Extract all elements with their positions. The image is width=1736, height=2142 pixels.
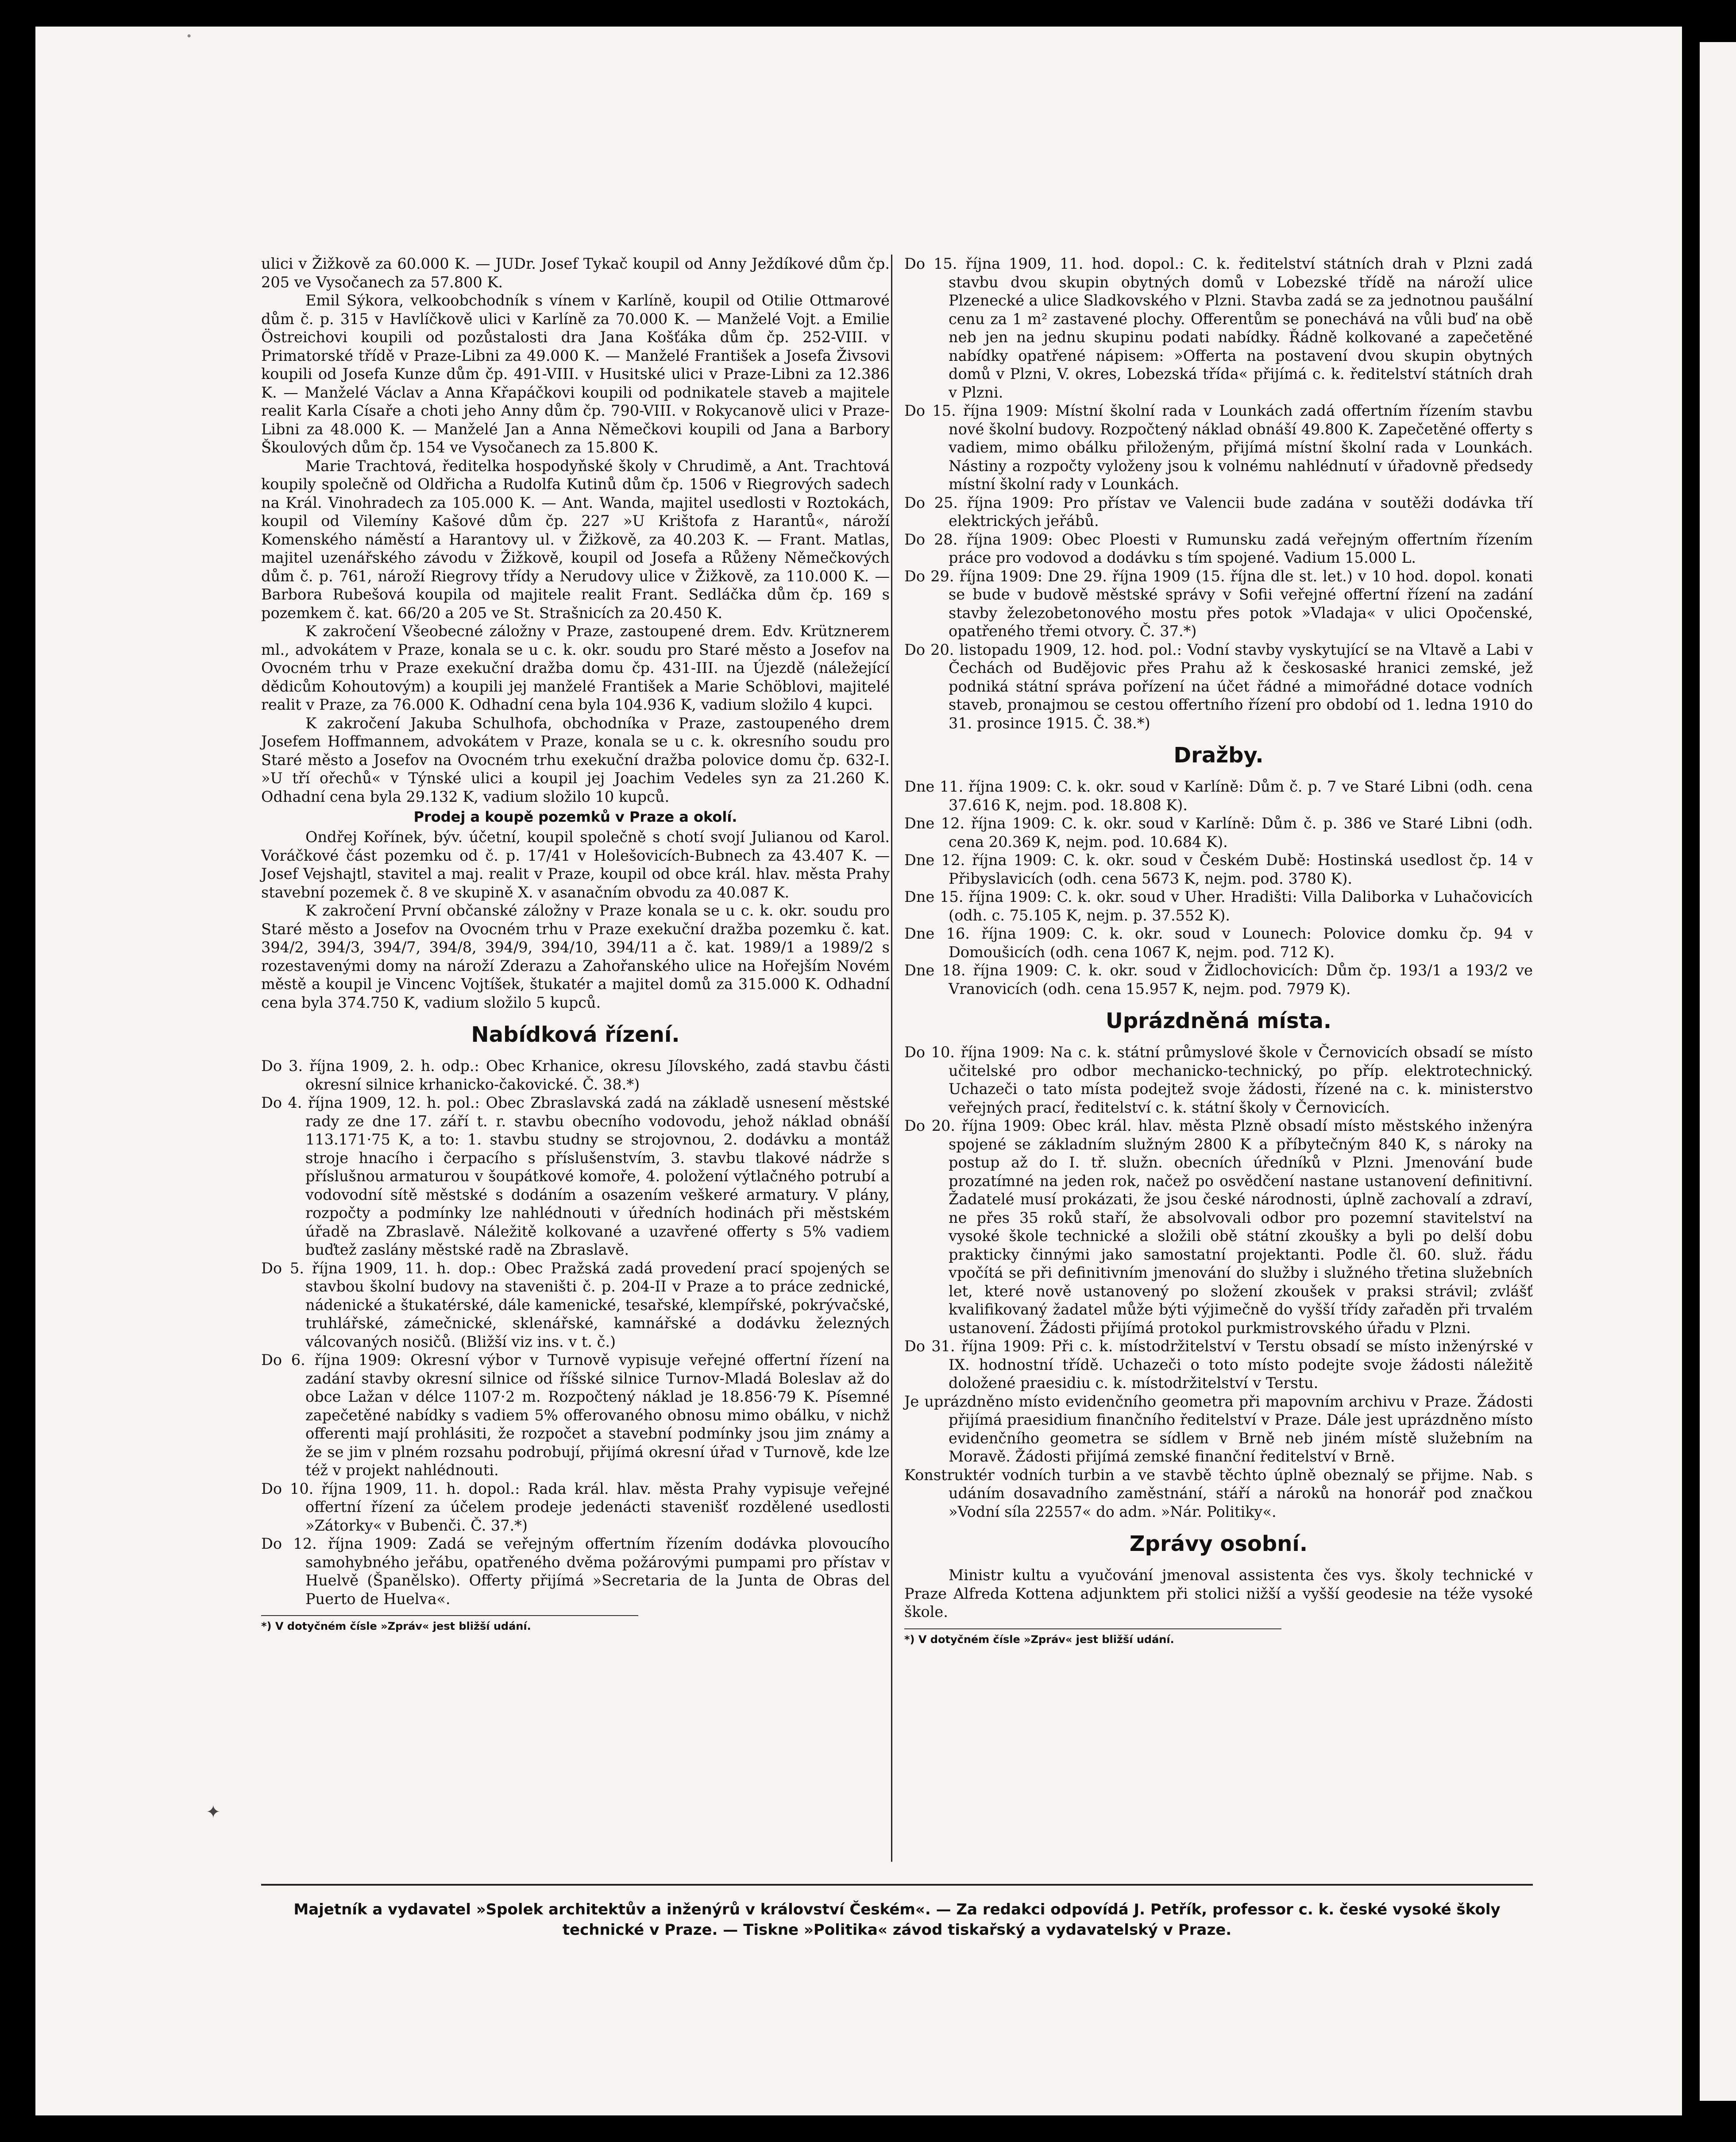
tender-entry: Do 29. října 1909: Dne 29. října 1909 (15. října dle st. let.) v 10 hod. dopol. konati se bude v budově městské správy v Sofii veřejné offertní řízení na zadání stavby železobetonového mostu přes potok »Vladaja« v ulici Opočenské, opatřeného třemi otvory. Č. 37.*) bbox=[904, 567, 1533, 640]
adjacent-page-edge bbox=[1700, 42, 1736, 2101]
paragraph: Marie Trachtová, ředitelka hospodyňské školy v Chrudimě, a Ant. Trachtová koupily společně od Oldřicha a Rudolfa Kutinů dům čp. 1506 v Riegrových sadech na Král. Vinohradech za 105.000 K. — Ant. Wanda, majitel usedlosti v Roztokách, koupil od Vilemíny Kašové dům čp. 227 »U Krištofa z Harantů«, nároží Komenského náměstí a Harantovy ul. v Žižkově, za 40.203 K. — Frant. Matlas, majitel uzenářského závodu v Žižkově, koupil od Josefa a Růženy Němečkových dům č. p. 761, nároží Riegrovy třídy a Nerudovy ulice v Žižkově, za 110.000 K. — Barbora Rubešová koupila od majitele realit Frant. Sedláčka dům čp. 169 s pozemkem č. kat. 66/20 a 205 ve St. Strašnicích za 20.450 K. bbox=[261, 457, 890, 622]
tender-entry: Do 3. října 1909, 2. h. odp.: Obec Krhanice, okresu Jílovského, zadá stavbu části okresní silnice krhanicko-čakovické. Č. 38.*) bbox=[261, 1057, 890, 1093]
column-divider bbox=[891, 255, 892, 1862]
auction-entry: Dne 15. října 1909: C. k. okr. soud v Uher. Hradišti: Villa Daliborka v Luhačovicích (odh. c. 75.105 K, nejm. p. 37.552 K). bbox=[904, 888, 1533, 924]
section-title-nabidkova-rizeni: Nabídková řízení. bbox=[471, 1022, 680, 1047]
footnote: *) V dotyčném čísle »Zpráv« jest bližší udání. bbox=[261, 1615, 638, 1633]
vacancy-entry: Do 20. října 1909: Obec král. hlav. města Plzně obsadí místo městského inženýra spojené se základním služným 2800 K a příbytečným 840 K, s nároky na postup až do I. tř. služn. obecních úředníků v Plzni. Jmenování bude prozatímné na jeden rok, načež po osvědčení nastane ustanovení definitivní. Žadatelé musí prokázati, že jsou české národnosti, úplně zachovalí a zdraví, ne přes 35 roků staří, že absolvovali odbor pro pozemní stavitelství na vysoké škole technické a složili obě státní zkoušky a byli po delší dobu prakticky činnými jako samostatní projektanti. Podle čl. 60. služ. řádu vpočítá se při definitivním jmenování do služby i služného třetina služebních let, které nově ustanovený po složení zkoušek v praksi strávil; zvlášť kvalifikovaný žadatel může býti výjimečně do vyšší třídy zařaděn při trvalém ustanovení. Žádosti přijímá protokol purkmistrovského úřadu v Plzni. bbox=[904, 1117, 1533, 1337]
tender-entry: Do 10. října 1909, 11. h. dopol.: Rada král. hlav. města Prahy vypisuje veřejné offertní řízení za účelem prodeje jedenácti stavenišť rozdělené usedlosti »Zátorky« v Bubenči. Č. 37.*) bbox=[261, 1480, 890, 1534]
tender-entry: Do 25. října 1909: Pro přístav ve Valencii bude zadána v soutěži dodávka tří elektrických jeřábů. bbox=[904, 494, 1533, 530]
tender-entry: Do 20. listopadu 1909, 12. hod. pol.: Vodní stavby vyskytující se na Vltavě a Labi v Čechách od Budějovic přes Prahu až k českosaské hranici zemské, jež podniká státní správa pořízení na účet řádné a mimořádné dotace vodních staveb, pronajmou se cestou offertního řízení pro období od 1. ledna 1910 do 31. prosince 1915. Č. 38.*) bbox=[904, 641, 1533, 732]
section-title-uprazdnena-mista: Uprázdněná místa. bbox=[1105, 1009, 1332, 1033]
tender-entry: Do 12. října 1909: Zadá se veřejným offertním řízením dodávka plovoucího samohybného jeřábu, opatřeného dvěma požárovými pumpami pro přístav v Huelvě (Španělsko). Offerty přijímá »Secretaria de la Junta de Obras del Puerto de Huelva«. bbox=[261, 1535, 890, 1608]
vacancy-entry: Konstruktér vodních turbin a ve stavbě těchto úplně obeznalý se přijme. Nab. s udáním dosavadního zaměstnání, stáří a nároků na honorář pod značkou »Vodní síla 22557« do adm. »Nár. Politiky«. bbox=[904, 1466, 1533, 1520]
auction-entry: Dne 16. října 1909: C. k. okr. soud v Lounech: Polovice domku čp. 94 v Domoušicích (odh. cena 1067 K, nejm. pod. 712 K). bbox=[904, 925, 1533, 961]
paragraph: K zakročení Jakuba Schulhofa, obchodníka v Praze, zastoupeného drem Josefem Hoffmannem, advokátem v Praze, konala se u c. k. okresního soudu pro Staré město a Josefov na Ovocném trhu exekuční dražba polovice domu čp. 632-I. »U tří ořechů« v Týnské ulici a koupil jej Joachim Vedeles syn za 21.260 K. Odhadní cena byla 29.132 K, vadium složilo 10 kupců. bbox=[261, 714, 890, 805]
auction-entry: Dne 12. října 1909: C. k. okr. soud v Českém Dubě: Hostinská usedlost čp. 14 v Přibyslavicích (odh. cena 5673 K, nejm. pod. 3780 K). bbox=[904, 851, 1533, 887]
paragraph: K zakročení Všeobecné záložny v Praze, zastoupené drem. Edv. Krütznerem ml., advokátem v Praze, konala se u c. k. okr. soudu pro Staré město a Josefov na Ovocném trhu v Praze exekuční dražba domu čp. 431-III. na Újezdě (náležející dědicům Kohoutovým) a koupili jej manželé František a Marie Schöblovi, majitelé realit v Praze, za 76.000 K. Odhadní cena byla 104.936 K, vadium složilo 4 kupci. bbox=[261, 622, 890, 713]
tender-entry: Do 5. října 1909, 11. h. dop.: Obec Pražská zadá provedení prací spojených se stavbou školní budovy na staveništi č. p. 204-II v Praze a to práce zednické, nádenické a štukatérské, dále kamenické, tesařské, klempířské, pokrývačské, truhlářské, zámečnické, sklenářské, kamnářské a dodávku železných válcovaných nosičů. (Bližší viz ins. v t. č.) bbox=[261, 1259, 890, 1350]
scan-mark: • bbox=[186, 30, 193, 43]
section-title-zpravy-osobni: Zprávy osobní. bbox=[1129, 1531, 1308, 1556]
right-column bbox=[904, 255, 1533, 1646]
auction-entry: Dne 12. října 1909: C. k. okr. soud v Karlíně: Dům č. p. 386 ve Staré Libni (odh. cena 20.369 K, nejm. pod. 10.684 K). bbox=[904, 815, 1533, 851]
auction-entry: Dne 18. října 1909: C. k. okr. soud v Židlochovicích: Dům čp. 193/1 a 193/2 ve Vranovicích (odh. cena 15.957 K, nejm. pod. 7979 K). bbox=[904, 962, 1533, 998]
imprint-rule bbox=[261, 1884, 1533, 1886]
paragraph: Ondřej Kořínek, býv. účetní, koupil společně s chotí svojí Julianou od Karol. Voráčkové část pozemku od č. p. 17/41 v Holešovicích-Bubnech za 43.407 K. — Josef Vejshajtl, stavitel a maj. realit v Praze, koupil od obce král. hlav. města Prahy stavební pozemek č. 8 ve skupině X. v asanačním obvodu za 40.087 K. bbox=[261, 828, 890, 901]
tender-entry: Do 28. října 1909: Obec Ploesti v Rumunsku zadá veřejným offertním řízením práce pro vodovod a dodávku s tím spojené. Vadium 15.000 L. bbox=[904, 530, 1533, 566]
paragraph: Ministr kultu a vyučování jmenoval assistenta čes vys. školy technické v Praze Alfreda Kottena adjunktem při stolici nižší a vyšší geodesie na téže vysoké škole. bbox=[904, 1566, 1533, 1620]
tender-entry: Do 15. října 1909, 11. hod. dopol.: C. k. ředitelství státních drah v Plzni zadá stavbu dvou skupin obytných domů v Lobezské třídě na nároží ulice Plzenecké a ulice Sladkovského v Plzni. Stavba zadá se za jednotnou paušální cenu za 1 m² zastavené plochy. Offerentům se ponechává na vůli buď na obě neb jen na jednu skupinu podati nabídky. Řádně kolkované a zapečetěné nabídky opatřené nápisem: »Offerta na postavení dvou skupin obytných domů v Plzni, V. okres, Lobezská třída« přijímá c. k. ředitelství státních drah v Plzni. bbox=[904, 255, 1533, 401]
paragraph: K zakročení První občanské záložny v Praze konala se u c. k. okr. soudu pro Staré město a Josefov na Ovocném trhu v Praze exekuční dražba pozemku č. kat. 394/2, 394/3, 394/7, 394/8, 394/9, 394/10, 394/11 a č. kat. 1989/1 a 1989/2 s rozestavenými domy na nároží Zderazu a Zahořanského ulice na Hořejším Novém městě a koupil je Vincenc Vojtíšek, štukatér a majitel domů za 315.000 K. Odhadní cena byla 374.750 K, vadium složilo 5 kupců. bbox=[261, 902, 890, 1011]
left-column bbox=[261, 255, 890, 1633]
paragraph: ulici v Žižkově za 60.000 K. — JUDr. Josef Tykač koupil od Anny Ježdíkové dům čp. 205 ve Vysočanech za 57.800 K. bbox=[261, 255, 890, 291]
vacancy-entry: Je uprázdněno místo evidenčního geometra při mapovním archivu v Praze. Žádosti přijímá praesidium finančního ředitelství v Praze. Dále jest uprázdněno místo evidenčního geometra se sídlem v Brně neb jiném místě služebním na Moravě. Žádosti přijímá zemské finanční ředitelství v Brně. bbox=[904, 1392, 1533, 1465]
subheading: Prodej a koupě pozemků v Praze a okolí. bbox=[413, 808, 737, 825]
section-title-drazby: Dražby. bbox=[1173, 743, 1264, 768]
auction-entry: Dne 11. října 1909: C. k. okr. soud v Karlíně: Dům č. p. 7 ve Staré Libni (odh. cena 37.616 K, nejm. pod. 18.808 K). bbox=[904, 778, 1533, 814]
tender-entry: Do 4. října 1909, 12. h. pol.: Obec Zbraslavská zadá na základě usnesení městské rady ze dne 17. září t. r. stavbu obecního vodovodu, jehož náklad obnáší 113.171·75 K, a to: 1. stavbu studny se strojovnou, 2. dodávku a montáž stroje hnacího i čerpacího s příslušenstvím, 3. stavbu tlakové nádrže s příslušnou armaturou v šoupátkové komoře, 4. položení výtlačného potrubí a vodovodní sítě městské s dodáním a osazením veškeré armatury. V plány, rozpočty a podmínky lze nahlédnouti v úředních hodinách při městském úřadě na Zbraslavě. Náležitě kolkované a uzavřené offerty s 5% vadiem buďtež zaslány městské radě na Zbraslavě. bbox=[261, 1094, 890, 1258]
vacancy-entry: Do 10. října 1909: Na c. k. státní průmyslové škole v Černovicích obsadí se místo učitelské pro odbor mechanicko-technický, po příp. elektrotechnický. Uchazeči o tato místa podejtež svoje žádosti, řízené na c. k. ministerstvo veřejných prací, ředitelství c. k. státní školy v Černovicích. bbox=[904, 1044, 1533, 1116]
paragraph: Emil Sýkora, velkoobchodník s vínem v Karlíně, koupil od Otilie Ottmarové dům č. p. 315 v Havlíčkově ulici v Karlíně za 70.000 K. — Manželé Vojt. a Emilie Östreichovi koupili od pozůstalosti dra Jana Košťáka dům čp. 252-VIII. v Primatorské třídě v Praze-Libni za 49.000 K. — Manželé František a Josefa Živsovi koupili od Josefa Kunze dům čp. 491-VIII. v Husitské ulici v Praze-Libni za 12.386 K. — Manželé Václav a Anna Křapáčkovi koupili od podnikatele staveb a majitele realit Karla Císaře a choti jeho Anny dům čp. 790-VIII. v Rokycanově ulici v Praze-Libni za 48.000 K. — Manželé Jan a Anna Němečkovi koupili od Jana a Barbory Škoulových dům čp. 154 ve Vysočanech za 15.800 K. bbox=[261, 292, 890, 456]
footnote: *) V dotyčném čísle »Zpráv« jest bližší udání. bbox=[904, 1628, 1281, 1646]
tender-entry: Do 15. října 1909: Místní školní rada v Lounkách zadá offertním řízením stavbu nové školní budovy. Rozpočtený náklad obnáší 49.800 K. Zapečetěné offerty s vadiem, mimo obálku přiloženým, přijímá místní školní rada v Lounkách. Nástiny a rozpočty vyloženy jsou k volnému nahlédnutí v úřadovně předsedy místní školní rady v Lounkách. bbox=[904, 402, 1533, 493]
imprint-line: Majetník a vydavatel »Spolek architektův a inženýrů v království Českém«. — Za redakci odpovídá J. Petřík, professor c. k. české vysoké školy bbox=[293, 1901, 1501, 1918]
scan-blot: ✦ bbox=[206, 1802, 221, 1822]
imprint bbox=[261, 1899, 1533, 1940]
imprint-line: technické v Praze. — Tiskne »Politika« závod tiskařský a vydavatelský v Praze. bbox=[562, 1921, 1232, 1939]
vacancy-entry: Do 31. října 1909: Při c. k. místodržitelství v Terstu obsadí se místo inženýrské v IX. hodnostní třídě. Uchazeči o toto místo podejte svoje žádosti náležitě doložené praesidiu c. k. místodržitelství v Terstu. bbox=[904, 1338, 1533, 1392]
tender-entry: Do 6. října 1909: Okresní výbor v Turnově vypisuje veřejné offertní řízení na zadání stavby okresní silnice od říšské silnice Turnov-Mladá Boleslav až do obce Lažan v délce 1107·2 m. Rozpočtený náklad je 18.856·79 K. Písemné zapečetěné nabídky s vadiem 5% offerovaného obnosu mimo obálku, v nichž offerenti mají prohlásiti, že rozpočet a stavební podmínky jsou jim známy a že se jim v plném rozsahu podrobují, přijímá okresní úřad v Turnově, kde lze též v projekt nahlédnouti. bbox=[261, 1351, 890, 1479]
